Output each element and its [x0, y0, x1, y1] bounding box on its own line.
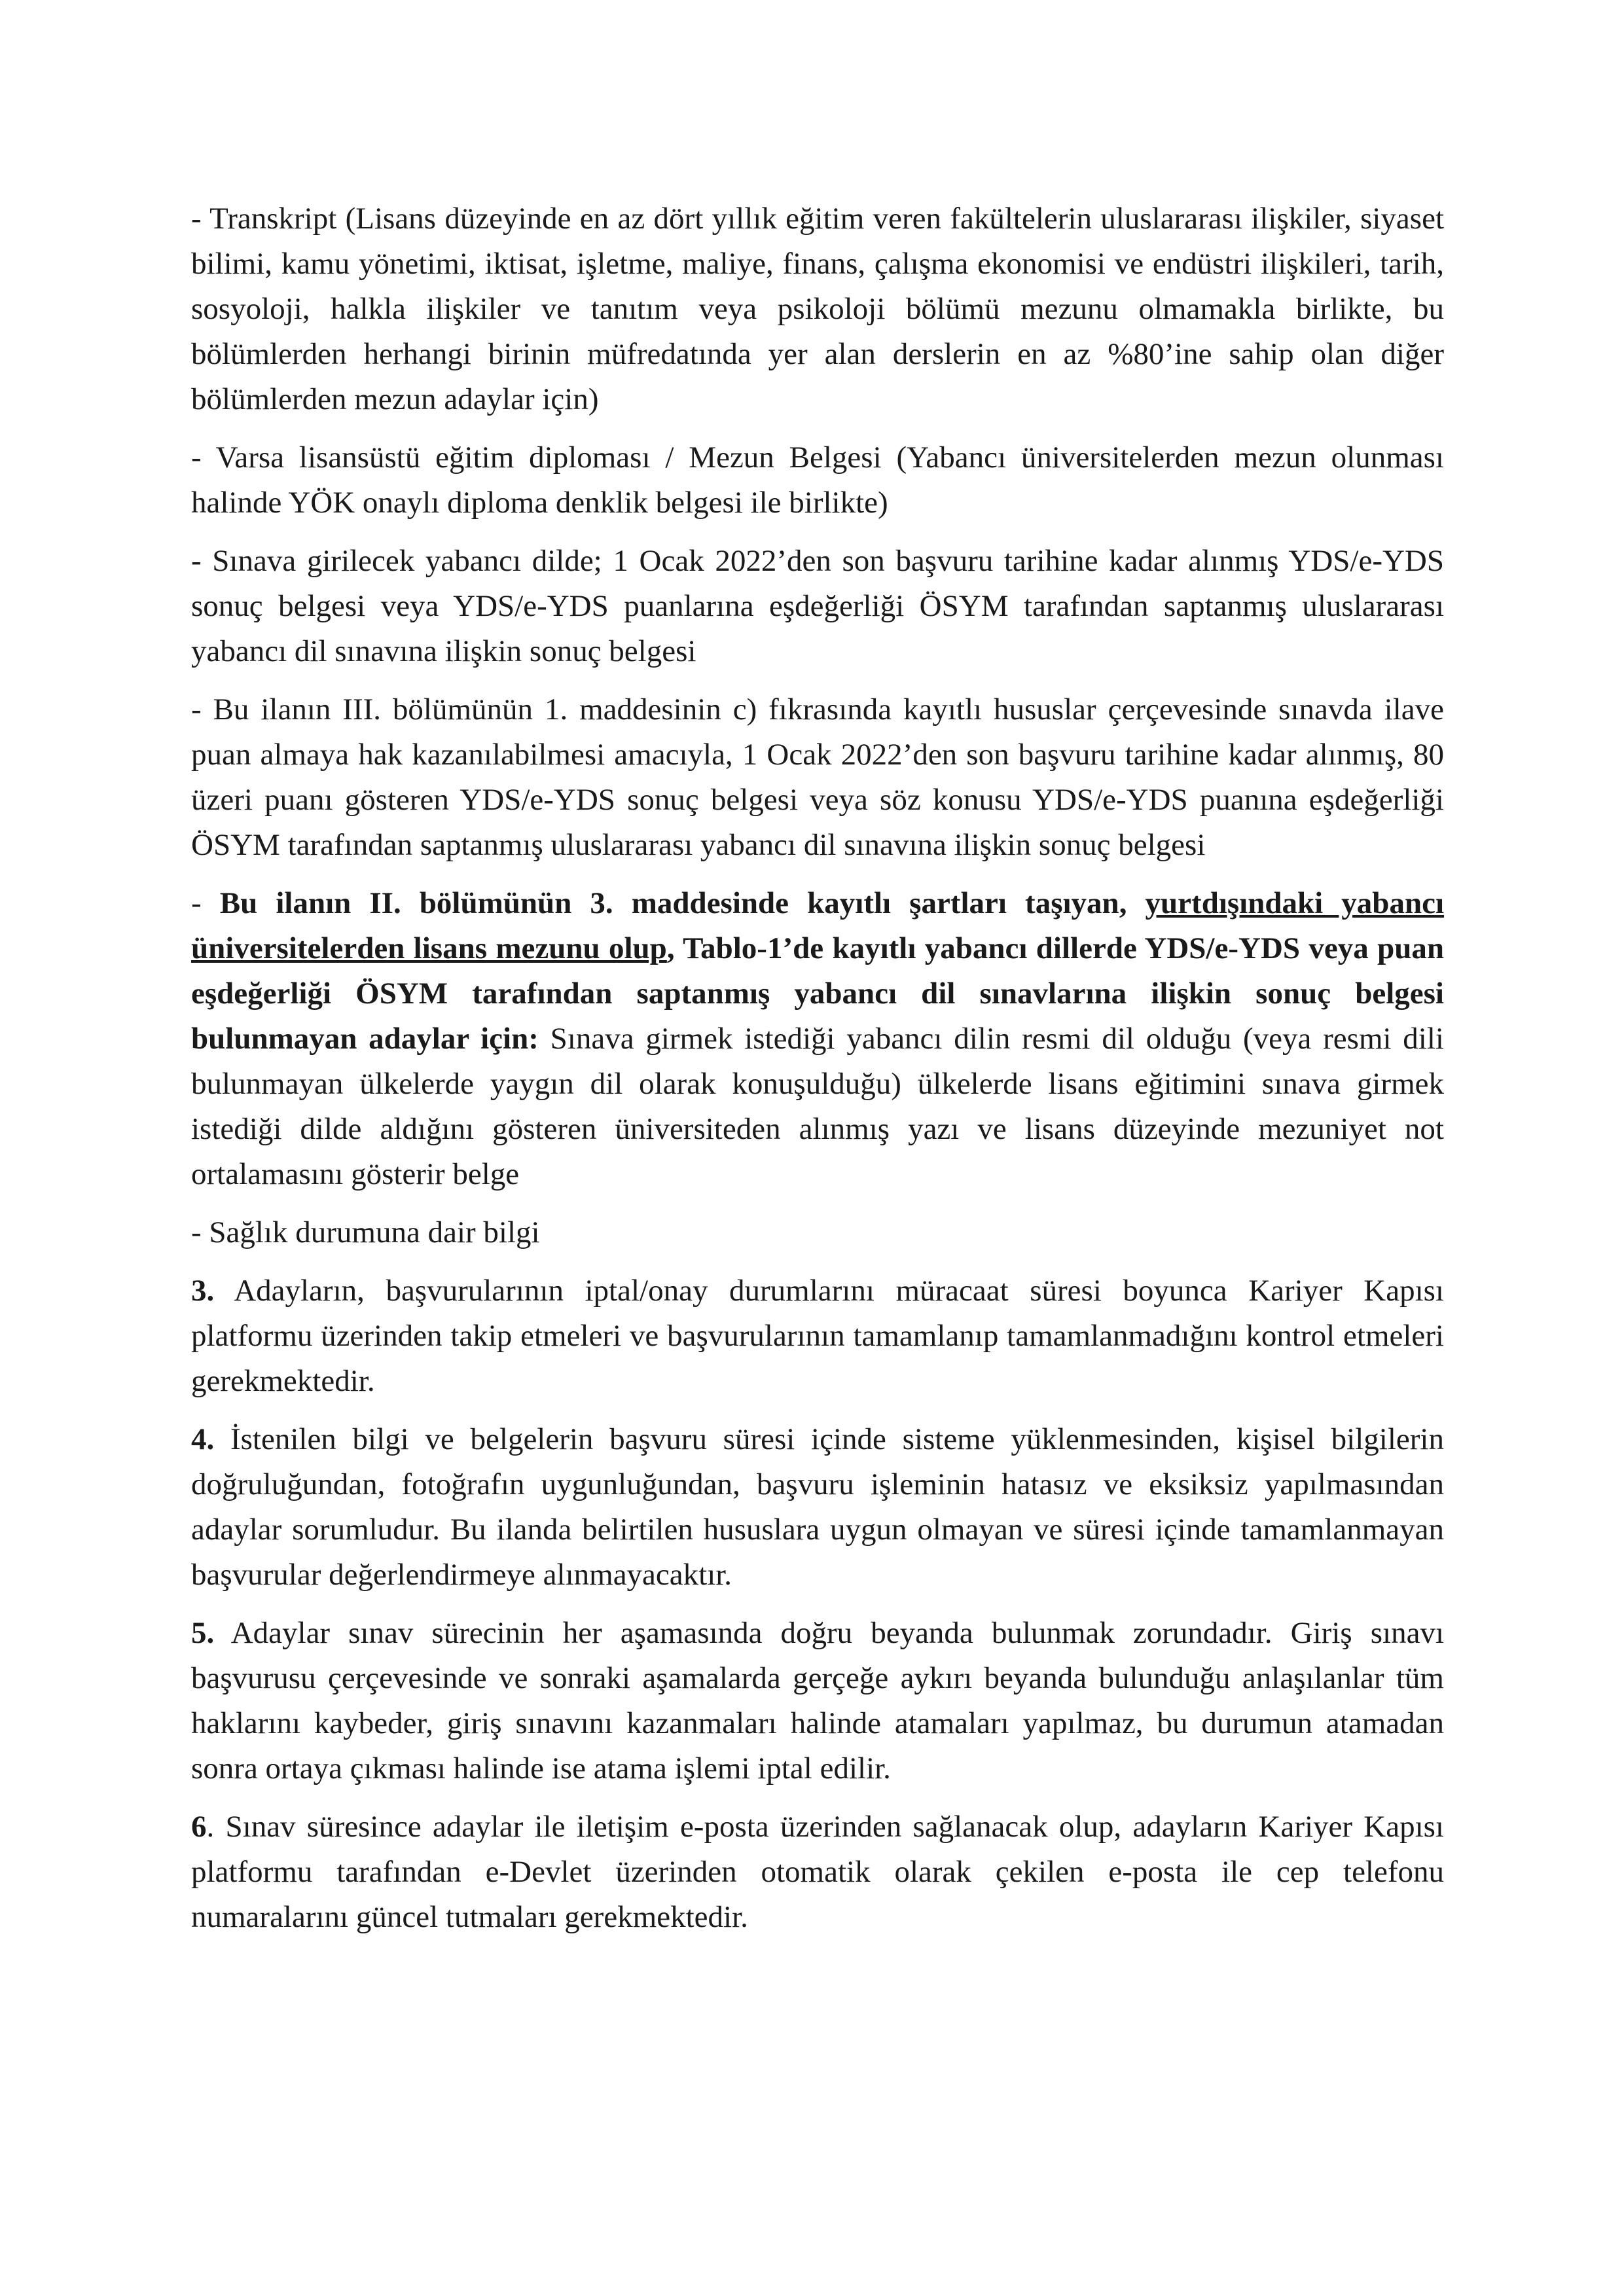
- item-number: 5.: [191, 1616, 215, 1650]
- paragraph-madde-4: [191, 1417, 1444, 1598]
- bold-run: Bu ilanın II. bölümünün 3. maddesinde kayıtlı şartları taşıyan,: [219, 886, 1146, 920]
- text-run: - Bu ilanın III. bölümünün 1. maddesinin c) fıkrasında kayıtlı hususlar çerçevesinde sınavda ilave puan almaya hak kazanılabilmesi amacıyla, 1 Ocak 2022’den son başvuru tarihine kadar alınmış, 80 üzeri puanı gösteren YDS/e-YDS sonuç belgesi veya söz konusu YDS/e-YDS puanına eşdeğerliği ÖSYM tarafından saptanmış uluslararası yabancı dil sınavına ilişkin sonuç belgesi: [191, 692, 1444, 862]
- text-run: - Sağlık durumuna dair bilgi: [191, 1215, 540, 1249]
- paragraph-madde-3: [191, 1268, 1444, 1404]
- text-run: -: [191, 886, 220, 920]
- text-run: Sınava girmek istediği yabancı dilin resmi dil olduğu (veya resmi dili bulunmayan ülkelerde yaygın dil olarak konuşulduğu) ülkelerde lisans eğitimini sınava girmek istediği dilde aldığını gösteren üniversiteden alınmış yazı ve lisans düzeyinde mezuniyet not ortalamasını gösterir belge: [191, 1022, 1444, 1191]
- paragraph-transkript: [191, 196, 1444, 422]
- item-number: 3.: [191, 1274, 215, 1308]
- paragraph-ilave-puan: [191, 687, 1444, 868]
- bold-run: , Tablo-1’de kayıtlı yabancı dillerde YDS/e-YDS veya puan eşdeğerliği ÖSYM tarafından saptanmış yabancı dil sınavlarına ilişkin sonuç belgesi bulunmayan adaylar için:: [191, 931, 1444, 1056]
- text-run: . Sınav süresince adaylar ile iletişim e-posta üzerinden sağlanacak olup, adayların Kariyer Kapısı platformu tarafından e-Devlet üzerinden otomatik olarak çekilen e-posta ile cep telefonu numaralarını güncel tutmaları gerekmektedir.: [191, 1810, 1444, 1934]
- paragraph-saglik: [191, 1210, 1444, 1255]
- text-run: Adayların, başvurularının iptal/onay durumlarını müracaat süresi boyunca Kariyer Kapısı platformu üzerinden takip etmeleri ve başvurularının tamamlanıp tamamlanmadığını kontrol etmeleri gerekmektedir.: [191, 1274, 1444, 1398]
- document-page: [191, 196, 1444, 1953]
- text-run: - Varsa lisansüstü eğitim diploması / Mezun Belgesi (Yabancı üniversitelerden mezun olunması halinde YÖK onaylı diploma denklik belgesi ile birlikte): [191, 440, 1444, 520]
- bold-underlined-run: yurtdışındaki yabancı üniversitelerden lisans mezunu olup: [191, 886, 1445, 965]
- text-run: Adaylar sınav sürecinin her aşamasında doğru beyanda bulunmak zorundadır. Giriş sınavı başvurusu çerçevesinde ve sonraki aşamalarda gerçeğe aykırı beyanda bulunduğu anlaşılanlar tüm haklarını kaybeder, giriş sınavını kazanmaları halinde atamaları yapılmaz, bu durumun atamadan sonra ortaya çıkması halinde ise atama işlemi iptal edilir.: [191, 1616, 1444, 1785]
- text-run: - Transkript (Lisans düzeyinde en az dört yıllık eğitim veren fakültelerin uluslararası ilişkiler, siyaset bilimi, kamu yönetimi, iktisat, işletme, maliye, finans, çalışma ekonomisi ve endüstri ilişkileri, tarih, sosyoloji, halkla ilişkiler ve tanıtım veya psikoloji bölümü mezunu olmamakla birlikte, bu bölümlerden herhangi birinin müfredatında yer alan derslerin en az %80’ine sahip olan diğer bölümlerden mezun adaylar için): [191, 202, 1444, 416]
- paragraph-madde-6: [191, 1804, 1444, 1940]
- paragraph-lisansustu: [191, 435, 1444, 526]
- item-number: 6: [191, 1810, 207, 1844]
- paragraph-yurtdisi: [191, 881, 1444, 1197]
- text-run: - Sınava girilecek yabancı dilde; 1 Ocak 2022’den son başvuru tarihine kadar alınmış YDS/e-YDS sonuç belgesi veya YDS/e-YDS puanlarına eşdeğerliği ÖSYM tarafından saptanmış uluslararası yabancı dil sınavına ilişkin sonuç belgesi: [191, 544, 1444, 668]
- text-run: İstenilen bilgi ve belgelerin başvuru süresi içinde sisteme yüklenmesinden, kişisel bilgilerin doğruluğundan, fotoğrafın uygunluğundan, başvuru işleminin hatasız ve eksiksiz yapılmasından adaylar sorumludur. Bu ilanda belirtilen hususlara uygun olmayan ve süresi içinde tamamlanmayan başvurular değerlendirmeye alınmayacaktır.: [191, 1422, 1444, 1592]
- item-number: 4.: [191, 1422, 215, 1456]
- paragraph-yabanci-dil: [191, 539, 1444, 674]
- paragraph-madde-5: [191, 1611, 1444, 1791]
